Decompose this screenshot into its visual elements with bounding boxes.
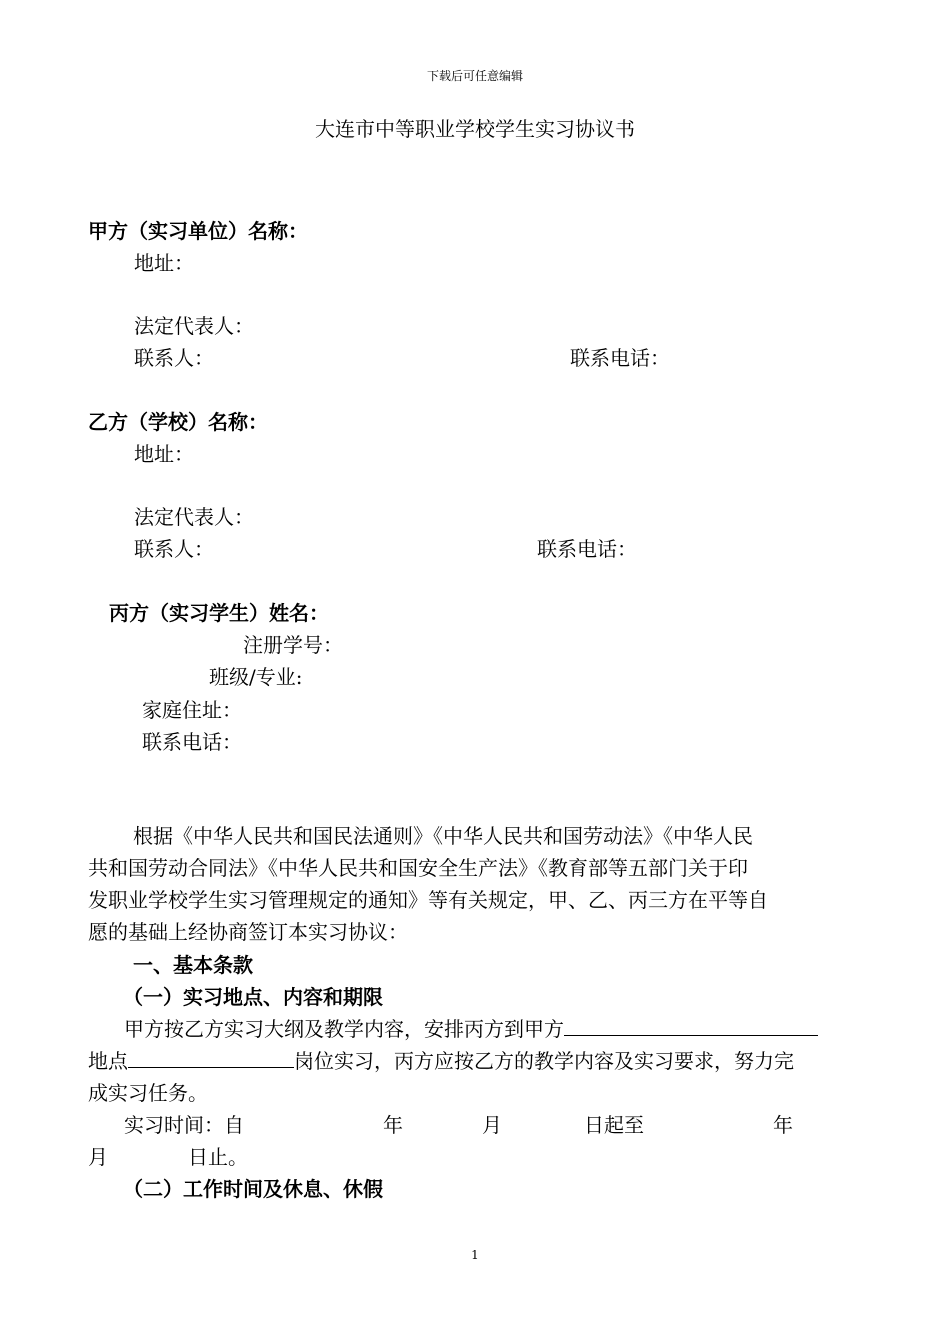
subsection-1-line-1 <box>124 1017 818 1041</box>
party-a-phone-label: 联系电话： <box>570 346 670 370</box>
party-a-name-label: 甲方（实习单位）名称： <box>88 219 308 243</box>
workplace-blank[interactable] <box>564 1017 818 1036</box>
section-1-heading: 一、基本条款 <box>133 953 253 977</box>
subsection-1-line-1-text: 甲方按乙方实习大纲及教学内容，安排丙方到甲方 <box>124 1017 564 1041</box>
intro-line-1: 根据《中华人民共和国民法通则》《中华人民共和国劳动法》《中华人民 <box>133 824 753 848</box>
location-label: 地点 <box>88 1049 128 1073</box>
party-b-legal-rep-label: 法定代表人： <box>134 505 254 529</box>
start-day-label: 日起至 <box>584 1113 644 1137</box>
end-month-label: 月 <box>88 1145 108 1169</box>
party-a-contact-label: 联系人： <box>134 346 214 370</box>
party-b-contact-label: 联系人： <box>134 537 214 561</box>
party-c-student-id-label: 注册学号： <box>243 633 343 657</box>
party-c-phone-label: 联系电话： <box>142 730 242 754</box>
document-title: 大连市中等职业学校学生实习协议书 <box>315 117 635 141</box>
subsection-1-line-2 <box>88 1049 794 1073</box>
page-header: 下载后可任意编辑 <box>426 69 523 83</box>
party-c-home-label: 家庭住址： <box>142 698 242 722</box>
page-number: 1 <box>471 1248 479 1262</box>
party-b-phone-label: 联系电话： <box>537 537 637 561</box>
subsection-1-line-3: 成实习任务。 <box>88 1081 208 1105</box>
party-a-address-label: 地址： <box>134 251 194 275</box>
subsection-1-heading: （一）实习地点、内容和期限 <box>123 985 383 1009</box>
party-b-address-label: 地址： <box>134 442 194 466</box>
party-b-name-label: 乙方（学校）名称： <box>88 410 268 434</box>
start-month-label: 月 <box>482 1113 502 1137</box>
subsection-2-heading: （二）工作时间及休息、休假 <box>123 1177 383 1201</box>
intro-line-2: 共和国劳动合同法》《中华人民共和国安全生产法》《教育部等五部门关于印 <box>88 856 748 880</box>
intro-line-3: 发职业学校学生实习管理规定的通知》等有关规定，甲、乙、丙三方在平等自 <box>88 888 768 912</box>
subsection-1-line-2-text: 岗位实习，丙方应按乙方的教学内容及实习要求，努力完 <box>294 1049 794 1073</box>
start-year-label: 年 <box>383 1113 403 1137</box>
party-a-legal-rep-label: 法定代表人： <box>134 314 254 338</box>
end-year-label: 年 <box>773 1113 793 1137</box>
party-c-class-label: 班级/专业: <box>209 665 303 689</box>
party-c-name-label: 丙方（实习学生）姓名： <box>109 601 329 625</box>
internship-time-label: 实习时间：自 <box>124 1113 244 1137</box>
location-blank[interactable] <box>128 1049 294 1068</box>
end-day-label: 日止。 <box>188 1145 248 1169</box>
intro-line-4: 愿的基础上经协商签订本实习协议： <box>88 920 408 944</box>
